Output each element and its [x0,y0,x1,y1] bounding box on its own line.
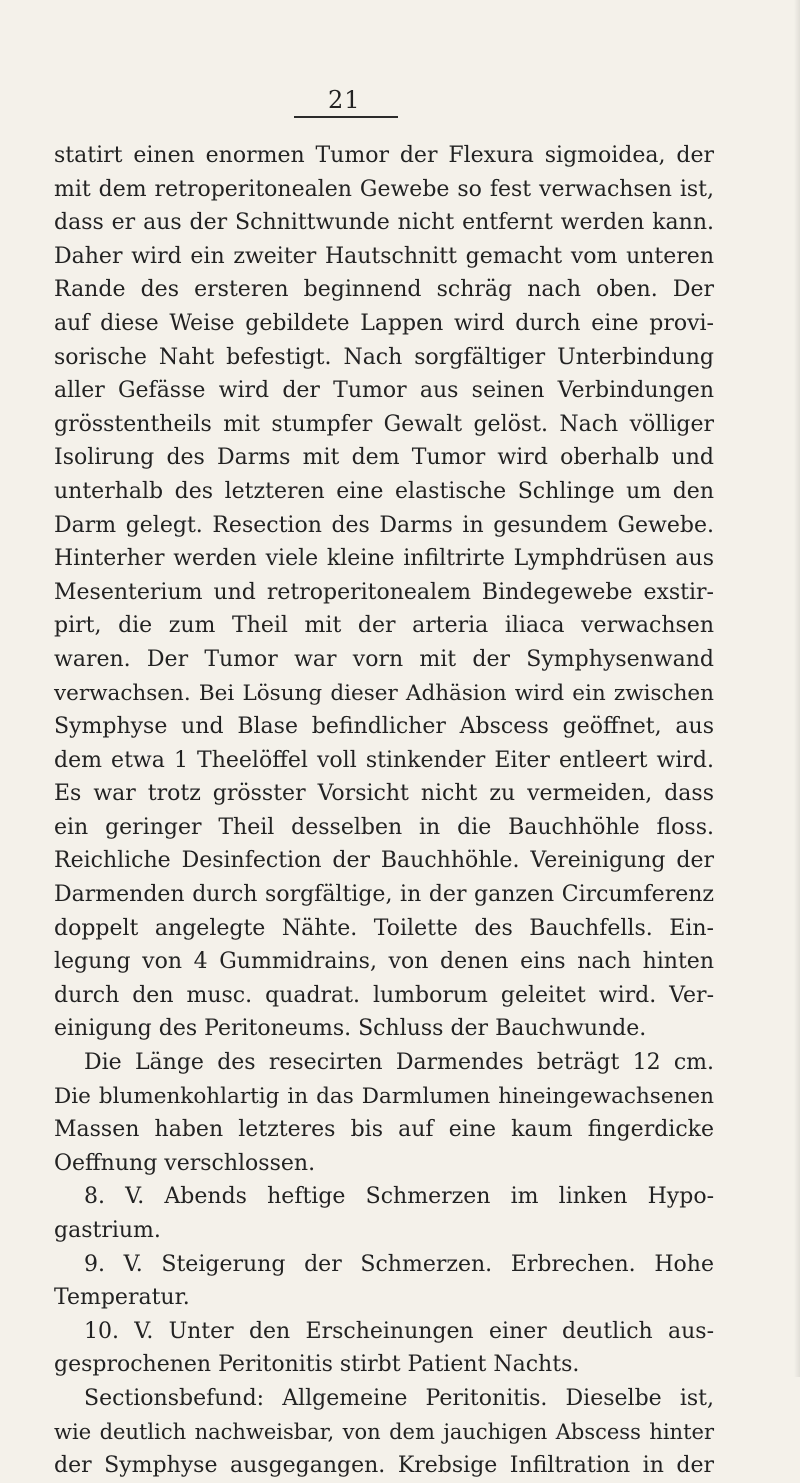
text-line: Temperatur. [54,1285,190,1311]
text-line: Hinterher werden viele kleine infiltrirte Lymphdrüsen aus [54,546,714,572]
text-line: Rande des ersteren beginnend schräg nach oben. Der [54,277,714,303]
body-text [54,139,714,1483]
page-edge-shadow [794,0,800,1377]
text-line: der Symphyse ausgegangen. Krebsige Infiltration in der [54,1453,714,1479]
text-line: Daher wird ein zweiter Hautschnitt gemacht vom unteren [54,243,714,269]
text-line: Reichliche Desinfection der Bauchhöhle. Vereinigung der [54,848,714,874]
text-line: Oeffnung verschlossen. [54,1150,316,1176]
text-line: auf diese Weise gebildete Lappen wird durch eine provi- [54,310,714,336]
text-line: pirt, die zum Theil mit der arteria iliaca verwachsen [54,613,714,639]
text-line: waren. Der Tumor war vorn mit der Symphysenwand [54,646,714,672]
text-line: dass er aus der Schnittwunde nicht entfernt werden kann. [54,210,714,236]
text-line: einigung des Peritoneums. Schluss der Bauchwunde. [54,1016,647,1042]
text-line: gastrium. [54,1218,161,1243]
text-line: statirt einen enormen Tumor der Flexura sigmoidea, der [54,143,714,168]
text-line: Die blumenkohlartig in das Darmlumen hineingewachsenen [54,1083,714,1109]
text-line: 9. V. Steigerung der Schmerzen. Erbrechen. Hohe [84,1251,714,1277]
text-line: legung von 4 Gummidrains, von denen eins nach hinten [54,949,714,975]
text-line: Massen haben letzteres bis auf eine kaum fingerdicke [54,1117,714,1143]
text-line: Isolirung des Darms mit dem Tumor wird oberhalb und [54,445,714,471]
text-line: Symphyse und Blase befindlicher Abscess geöffnet, aus [54,714,714,740]
text-line: 8. V. Abends heftige Schmerzen im linken Hypo- [84,1184,714,1210]
text-line: gesprochenen Peritonitis stirbt Patient Nachts. [54,1352,580,1378]
text-line: Die Länge des resecirten Darmendes beträgt 12 cm. [84,1050,714,1076]
text-line: 10. V. Unter den Erscheinungen einer deutlich aus- [84,1318,714,1344]
page-number-rule [294,116,398,118]
text-line: Darm gelegt. Resection des Darms in gesundem Gewebe. [54,512,714,538]
text-line: Darmenden durch sorgfältige, in der ganzen Circumferenz [54,882,714,908]
text-line: wie deutlich nachweisbar, von dem jauchigen Abscess hinter [54,1419,714,1444]
text-line: sorische Naht befestigt. Nach sorgfältiger Unterbindung [54,344,714,370]
text-line: Mesenterium und retroperitonealem Bindegewebe exstir- [54,579,714,605]
text-line: Es war trotz grösster Vorsicht nicht zu vermeiden, dass [54,781,714,807]
text-line: mit dem retroperitonealen Gewebe so fest verwachsen ist, [54,176,714,202]
text-line: durch den musc. quadrat. lumborum geleitet wird. Ver- [54,982,714,1008]
page-number: 21 [328,86,361,114]
text-line: verwachsen. Bei Lösung dieser Adhäsion wird ein zwischen [54,680,714,706]
text-line: doppelt angelegte Nähte. Toilette des Bauchfells. Ein- [54,915,714,941]
text-line: grösstentheils mit stumpfer Gewalt gelöst. Nach völliger [54,411,714,437]
text-line: unterhalb des letzteren eine elastische Schlinge um den [54,478,714,504]
text-line: Sectionsbefund: Allgemeine Peritonitis. Dieselbe ist, [84,1385,714,1411]
text-line: dem etwa 1 Theelöffel voll stinkender Eiter entleert wird. [54,747,714,773]
text-line: ein geringer Theil desselben in die Bauchhöhle floss. [54,814,714,840]
text-line: aller Gefässe wird der Tumor aus seinen Verbindungen [54,378,714,404]
